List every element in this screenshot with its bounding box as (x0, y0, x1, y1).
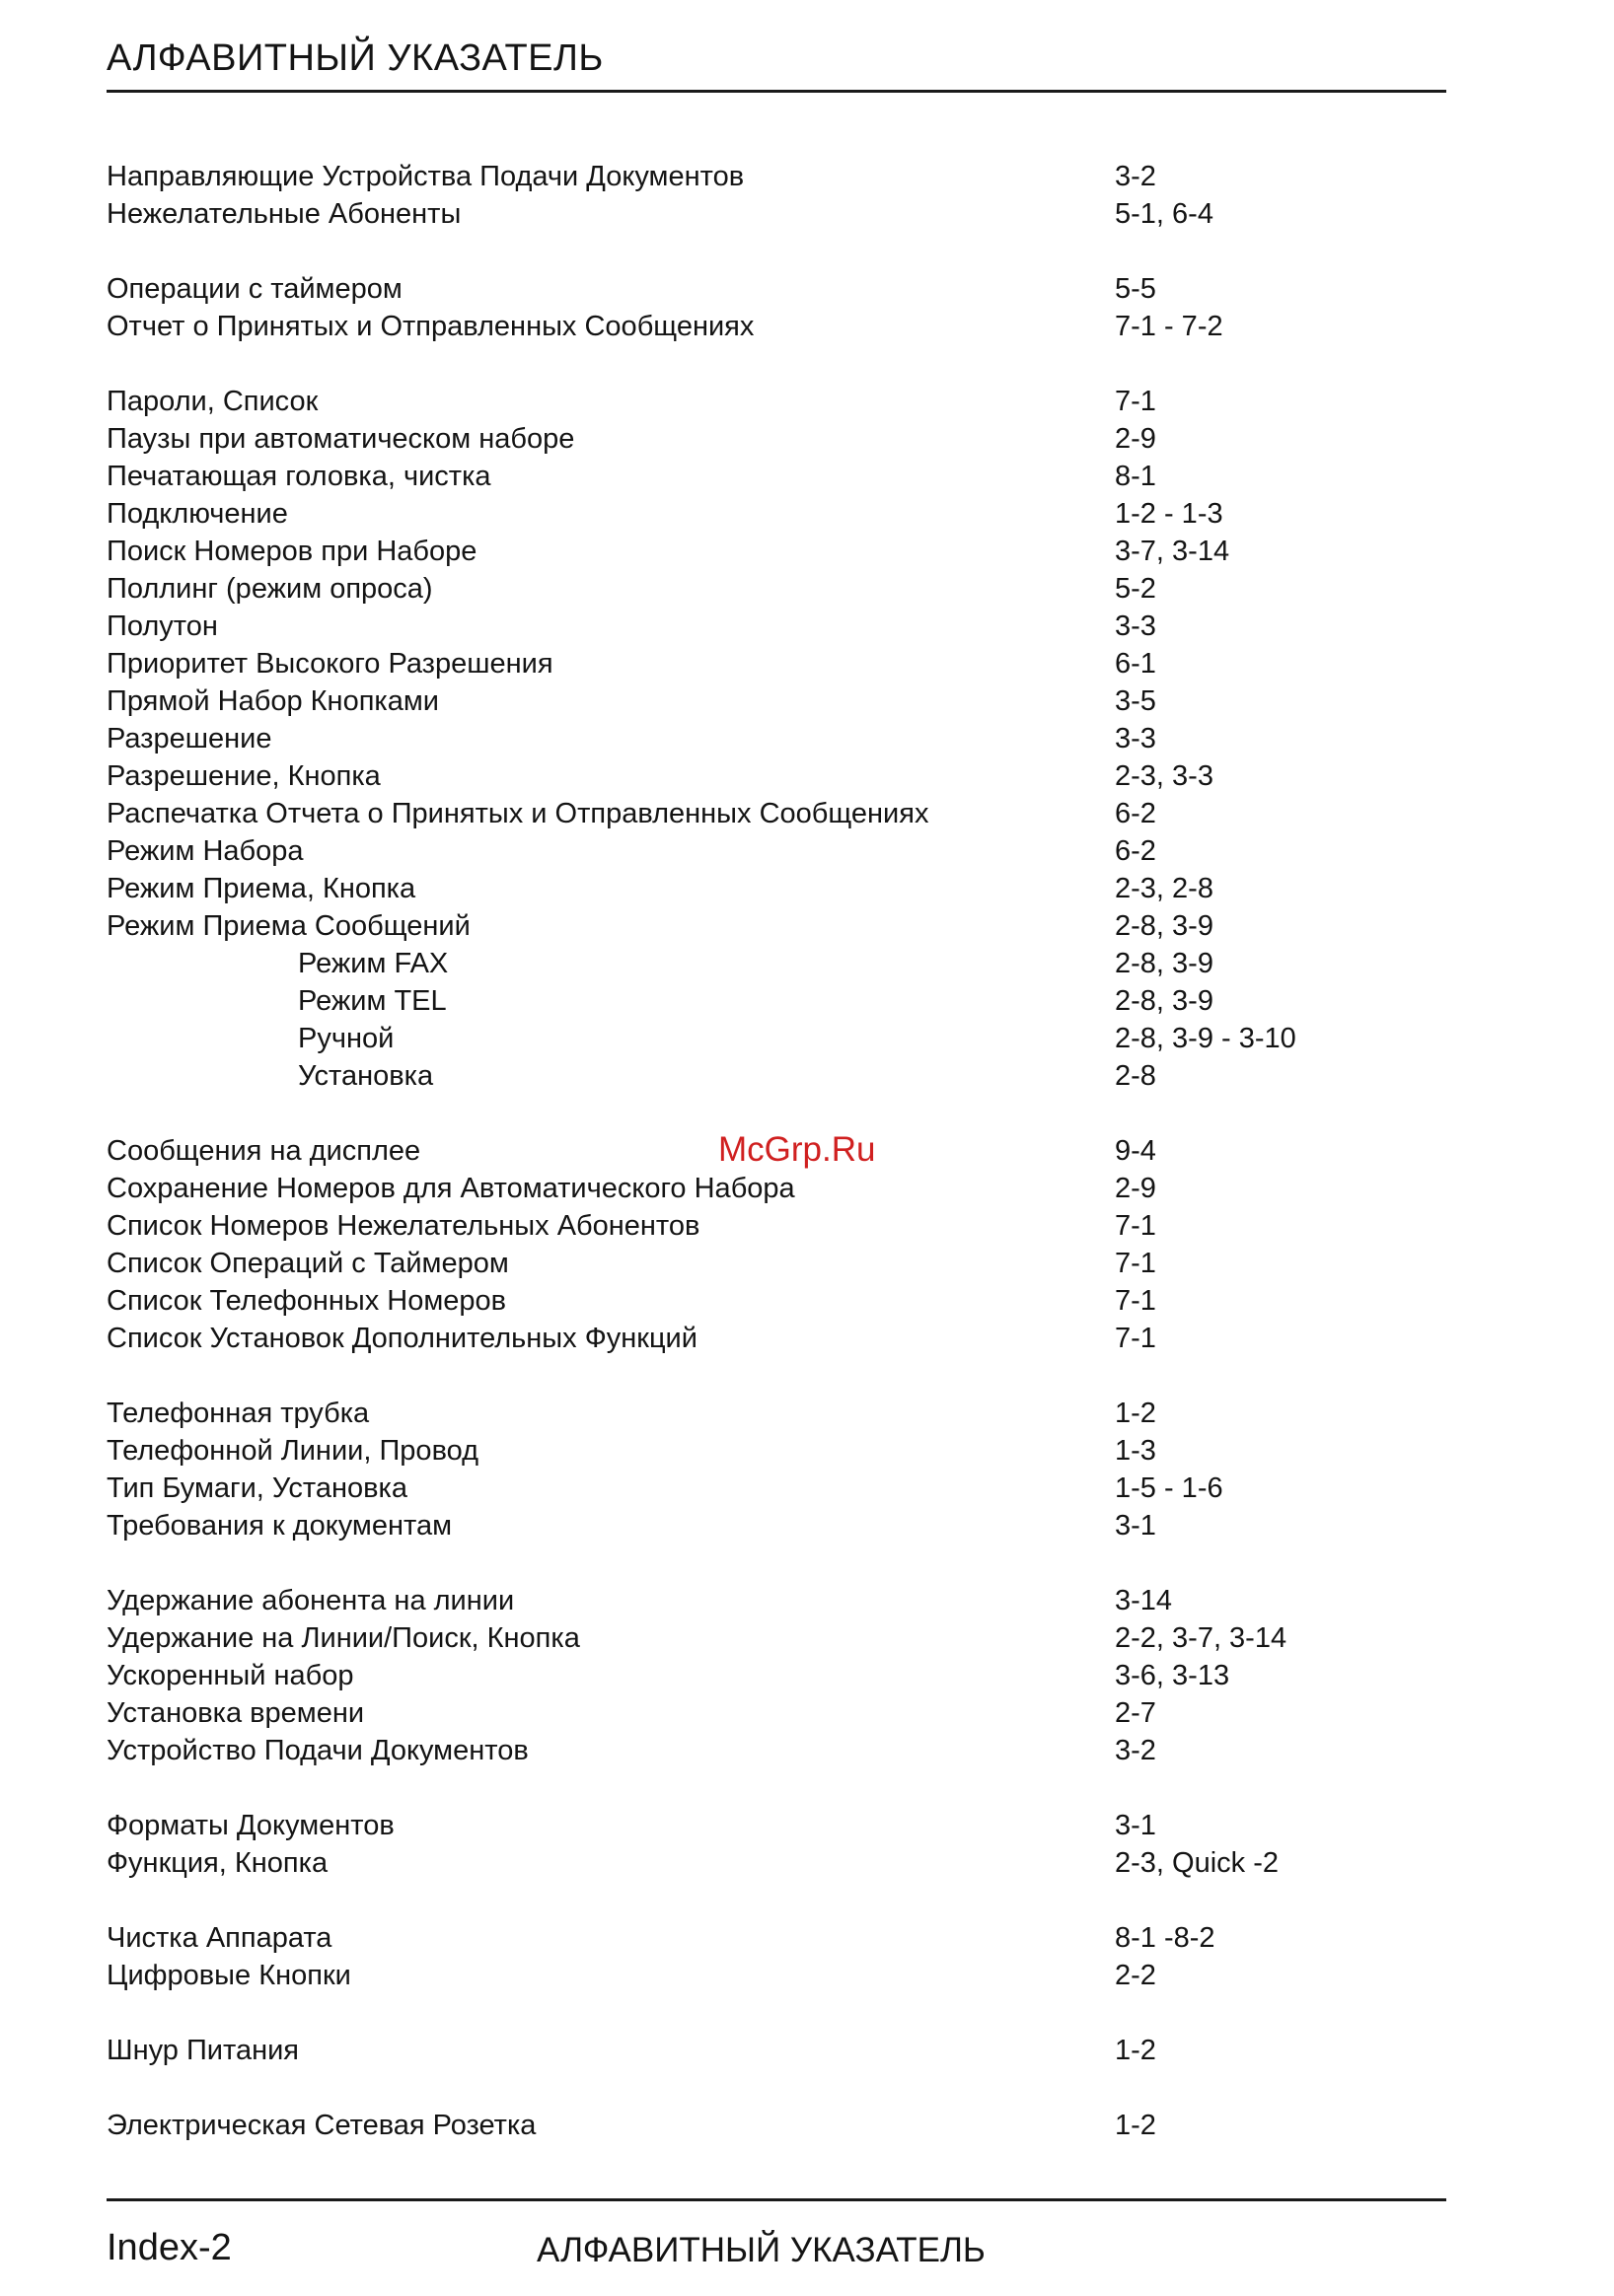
entry-pages: 3-1 (1115, 1810, 1156, 1841)
entry-pages: 3-2 (1115, 1735, 1156, 1766)
entry-pages: 3-3 (1115, 723, 1156, 754)
index-entry (107, 195, 1389, 233)
index-entry (107, 1694, 1389, 1732)
index-entry (107, 1470, 1389, 1507)
index-subentry (107, 1057, 1389, 1095)
footer-title: АЛФАВИТНЫЙ УКАЗАТЕЛЬ (537, 2231, 986, 2269)
entry-term: Список Телефонных Номеров (107, 1285, 507, 1317)
index-subentry (107, 1020, 1389, 1057)
index-group (107, 270, 1389, 345)
entry-term: Поллинг (режим опроса) (107, 573, 433, 605)
index-entry (107, 757, 1389, 795)
entry-pages: 2-9 (1115, 1173, 1156, 1204)
entry-term: Паузы при автоматическом наборе (107, 423, 575, 455)
entry-term: Ускоренный набор (107, 1660, 354, 1691)
index-group (107, 1807, 1389, 1882)
index-entry (107, 1245, 1389, 1282)
index-entry (107, 682, 1389, 720)
entry-pages: 3-6, 3-13 (1115, 1660, 1230, 1691)
entry-pages: 1-2 (1115, 1398, 1156, 1429)
index-entry (107, 1432, 1389, 1470)
entry-pages: 2-8 (1115, 1060, 1156, 1092)
index-entry (107, 1919, 1389, 1957)
index-group (107, 383, 1389, 1095)
index-entry (107, 1657, 1389, 1694)
entry-term: Режим FAX (298, 948, 449, 979)
entry-pages: 7-1 (1115, 386, 1156, 417)
entry-term: Электрическая Сетевая Розетка (107, 2110, 537, 2141)
entry-term: Установка (298, 1060, 434, 1092)
entry-term: Разрешение (107, 723, 272, 754)
entry-term: Сообщения на дисплее (107, 1135, 421, 1167)
entry-pages: 5-5 (1115, 273, 1156, 305)
entry-term: Подключение (107, 498, 288, 530)
entry-term: Шнур Питания (107, 2035, 299, 2066)
index-entry (107, 1732, 1389, 1769)
entry-pages: 7-1 (1115, 1285, 1156, 1317)
entry-term: Пароли, Список (107, 386, 319, 417)
entry-pages: 8-1 -8-2 (1115, 1922, 1215, 1954)
entry-pages: 7-1 (1115, 1248, 1156, 1279)
index-group (107, 1582, 1389, 1769)
index-entry (107, 1170, 1389, 1207)
entry-pages: 1-3 (1115, 1435, 1156, 1467)
index-entry (107, 645, 1389, 682)
entry-term: Поиск Номеров при Наборе (107, 536, 477, 567)
entry-pages: 2-3, 3-3 (1115, 760, 1213, 792)
entry-term: Режим Приема Сообщений (107, 910, 471, 942)
entry-term: Распечатка Отчета о Принятых и Отправленных Сообщениях (107, 798, 929, 829)
index-entry (107, 1207, 1389, 1245)
index-entry (107, 1320, 1389, 1357)
entry-pages: 2-8, 3-9 - 3-10 (1115, 1023, 1296, 1054)
entry-pages: 1-2 (1115, 2035, 1156, 2066)
entry-pages: 6-2 (1115, 798, 1156, 829)
entry-term: Телефонной Линии, Провод (107, 1435, 479, 1467)
entry-term: Установка времени (107, 1697, 365, 1729)
entry-pages: 3-3 (1115, 610, 1156, 642)
index-entry (107, 158, 1389, 195)
entry-pages: 2-2 (1115, 1960, 1156, 1991)
index-entry (107, 1807, 1389, 1844)
entry-pages: 9-4 (1115, 1135, 1156, 1167)
index-entry (107, 1957, 1389, 1994)
index-entry (107, 907, 1389, 945)
index-group (107, 1395, 1389, 1544)
index-entry (107, 420, 1389, 458)
entry-pages: 7-1 (1115, 1323, 1156, 1354)
entry-term: Режим Набора (107, 835, 304, 867)
entry-term: Печатающая головка, чистка (107, 461, 491, 492)
index-subentry (107, 945, 1389, 982)
index-entry (107, 1282, 1389, 1320)
index-entry (107, 495, 1389, 533)
entry-term: Список Операций с Таймером (107, 1248, 509, 1279)
index-group (107, 1919, 1389, 1994)
entry-term: Список Установок Дополнительных Функций (107, 1323, 697, 1354)
entry-term: Направляющие Устройства Подачи Документов (107, 161, 745, 192)
entry-term: Операции с таймером (107, 273, 403, 305)
entry-term: Разрешение, Кнопка (107, 760, 381, 792)
entry-term: Прямой Набор Кнопками (107, 685, 439, 717)
index-entry (107, 1619, 1389, 1657)
index-group (107, 158, 1389, 233)
footer-rule (107, 2198, 1446, 2201)
entry-term: Полутон (107, 610, 218, 642)
entry-term: Форматы Документов (107, 1810, 395, 1841)
entry-pages: 2-3, 2-8 (1115, 873, 1213, 904)
footer-page-label: Index-2 (107, 2227, 232, 2268)
entry-pages: 2-9 (1115, 423, 1156, 455)
entry-term: Функция, Кнопка (107, 1847, 329, 1879)
entry-pages: 3-5 (1115, 685, 1156, 717)
entry-pages: 7-1 (1115, 1210, 1156, 1242)
entry-term: Режим TEL (298, 985, 447, 1017)
index-group (107, 2107, 1389, 2144)
entry-pages: 6-2 (1115, 835, 1156, 867)
entry-pages: 2-2, 3-7, 3-14 (1115, 1622, 1287, 1654)
entry-pages: 2-3, Quick -2 (1115, 1847, 1279, 1879)
index-entry (107, 1844, 1389, 1882)
index-entries (107, 158, 1389, 2182)
index-entry (107, 1507, 1389, 1544)
entry-pages: 3-14 (1115, 1585, 1173, 1616)
index-entry (107, 2032, 1389, 2069)
entry-pages: 1-5 - 1-6 (1115, 1472, 1223, 1504)
entry-pages: 3-2 (1115, 161, 1156, 192)
index-entry (107, 308, 1389, 345)
index-entry (107, 533, 1389, 570)
index-entry (107, 795, 1389, 832)
index-entry (107, 458, 1389, 495)
entry-term: Устройство Подачи Документов (107, 1735, 529, 1766)
entry-term: Удержание абонента на линии (107, 1585, 515, 1616)
entry-term: Ручной (298, 1023, 395, 1054)
entry-term: Удержание на Линии/Поиск, Кнопка (107, 1622, 580, 1654)
entry-term: Телефонная трубка (107, 1398, 370, 1429)
entry-pages: 8-1 (1115, 461, 1156, 492)
entry-term: Нежелательные Абоненты (107, 198, 462, 230)
entry-pages: 1-2 (1115, 2110, 1156, 2141)
index-entry (107, 270, 1389, 308)
watermark-text: McGrp.Ru (718, 1130, 876, 1169)
entry-pages: 1-2 - 1-3 (1115, 498, 1223, 530)
entry-term: Приоритет Высокого Разрешения (107, 648, 553, 680)
index-entry (107, 720, 1389, 757)
entry-pages: 3-1 (1115, 1510, 1156, 1542)
index-entry (107, 570, 1389, 608)
entry-pages: 2-8, 3-9 (1115, 948, 1213, 979)
entry-term: Сохранение Номеров для Автоматического Набора (107, 1173, 795, 1204)
page-header-title: АЛФАВИТНЫЙ УКАЗАТЕЛЬ (107, 37, 604, 79)
entry-pages: 5-1, 6-4 (1115, 198, 1213, 230)
entry-pages: 5-2 (1115, 573, 1156, 605)
header-rule (107, 90, 1446, 93)
index-entry (107, 2107, 1389, 2144)
index-subentry (107, 982, 1389, 1020)
entry-term: Чистка Аппарата (107, 1922, 332, 1954)
entry-term: Отчет о Принятых и Отправленных Сообщениях (107, 311, 755, 342)
entry-pages: 7-1 - 7-2 (1115, 311, 1223, 342)
entry-term: Цифровые Кнопки (107, 1960, 351, 1991)
index-entry (107, 608, 1389, 645)
entry-pages: 3-7, 3-14 (1115, 536, 1230, 567)
index-entry (107, 832, 1389, 870)
entry-term: Требования к документам (107, 1510, 453, 1542)
index-group (107, 2032, 1389, 2069)
entry-term: Список Номеров Нежелательных Абонентов (107, 1210, 700, 1242)
entry-term: Тип Бумаги, Установка (107, 1472, 407, 1504)
entry-pages: 2-7 (1115, 1697, 1156, 1729)
entry-pages: 2-8, 3-9 (1115, 985, 1213, 1017)
entry-pages: 6-1 (1115, 648, 1156, 680)
entry-term: Режим Приема, Кнопка (107, 873, 416, 904)
index-entry (107, 383, 1389, 420)
index-entry (107, 1395, 1389, 1432)
index-entry (107, 870, 1389, 907)
entry-pages: 2-8, 3-9 (1115, 910, 1213, 942)
index-entry (107, 1582, 1389, 1619)
